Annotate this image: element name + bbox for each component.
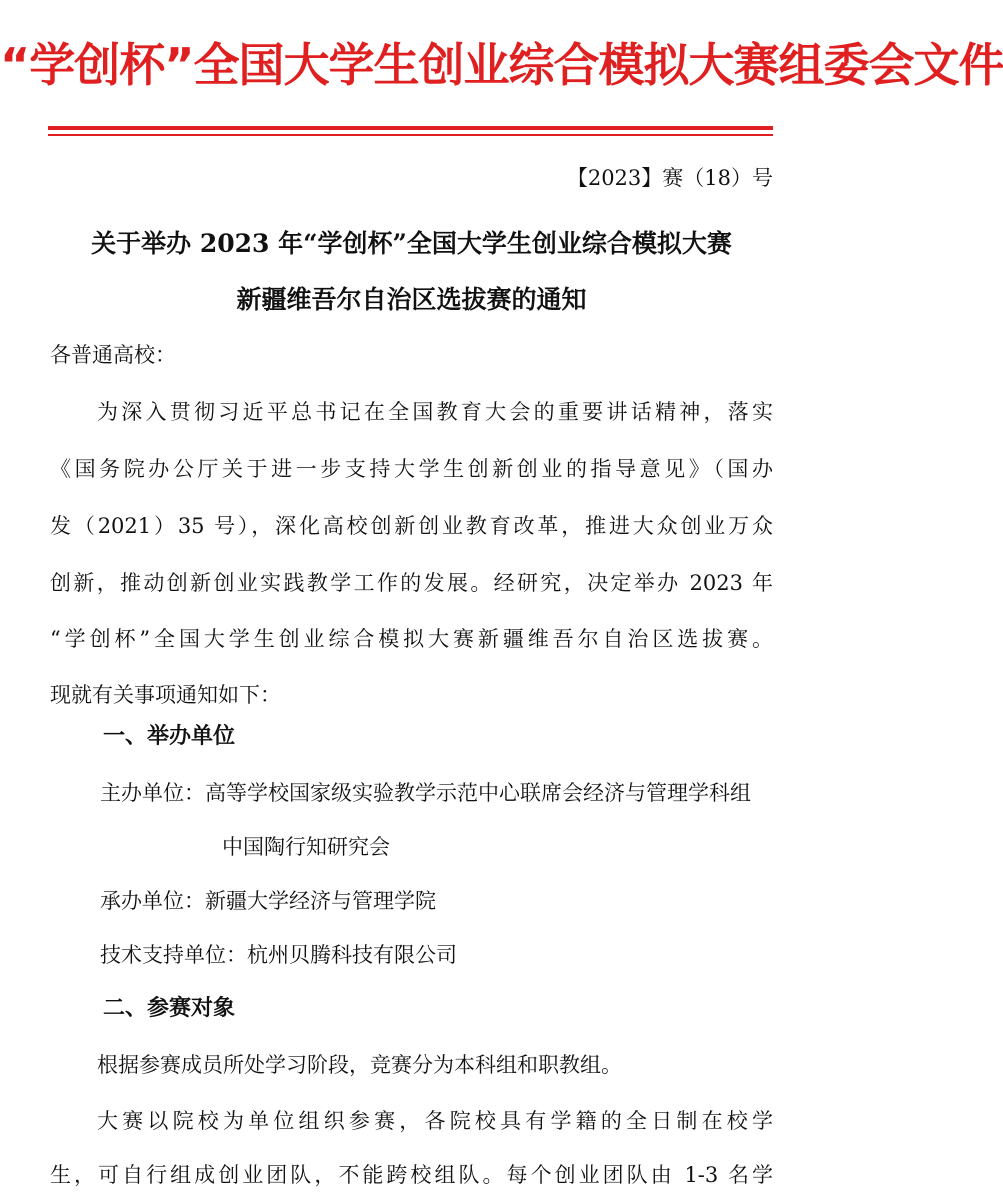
participants-paragraph: 根据参赛成员所处学习阶段，竞赛分为本科组和职教组。 [97,1053,622,1077]
section-heading-participants: 二、参赛对象 [103,996,236,1021]
participants-paragraph: 生，可自行组成创业团队，不能跨校组队。每个创业团队由 1-3 名学 [50,1163,773,1187]
intro-line: 《国务院办公厅关于进一步支持大学生创新创业的指导意见》（国办 [50,457,773,481]
host-units-line: 主办单位：高等学校国家级实验教学示范中心联席会经济与管理学科组 [100,781,751,805]
intro-line: 发（2021）35 号），深化高校创新创业教育改革，推进大众创业万众 [50,514,773,538]
document-title-line-1: 关于举办 2023 年“学创杯”全国大学生创业综合模拟大赛 [91,229,732,258]
organizer-line: 承办单位：新疆大学经济与管理学院 [100,889,436,913]
document-title-line-2: 新疆维吾尔自治区选拔赛的通知 [236,285,587,314]
intro-line: 创新，推动创新创业实践教学工作的发展。经研究，决定举办 2023 年 [50,571,773,595]
participants-paragraph: 大赛以院校为单位组织参赛，各院校具有学籍的全日制在校学 [97,1109,773,1133]
tech-support-line: 技术支持单位：杭州贝腾科技有限公司 [100,943,457,967]
host-units-line: 中国陶行知研究会 [222,835,390,859]
section-heading-hosts: 一、举办单位 [103,724,236,749]
intro-line: “学创杯”全国大学生创业综合模拟大赛新疆维吾尔自治区选拔赛。 [50,627,773,651]
salutation: 各普通高校： [50,343,176,367]
intro-line: 为深入贯彻习近平总书记在全国教育大会的重要讲话精神，落实 [97,400,773,424]
intro-line: 现就有关事项通知如下： [50,683,281,707]
masthead-rule-thick [48,126,773,130]
masthead-rule-thin [48,134,773,136]
document-number: 【2023】赛（18）号 [566,166,773,190]
masthead-title: “学创杯”全国大学生创业综合模拟大赛组委会文件 [0,38,1003,92]
